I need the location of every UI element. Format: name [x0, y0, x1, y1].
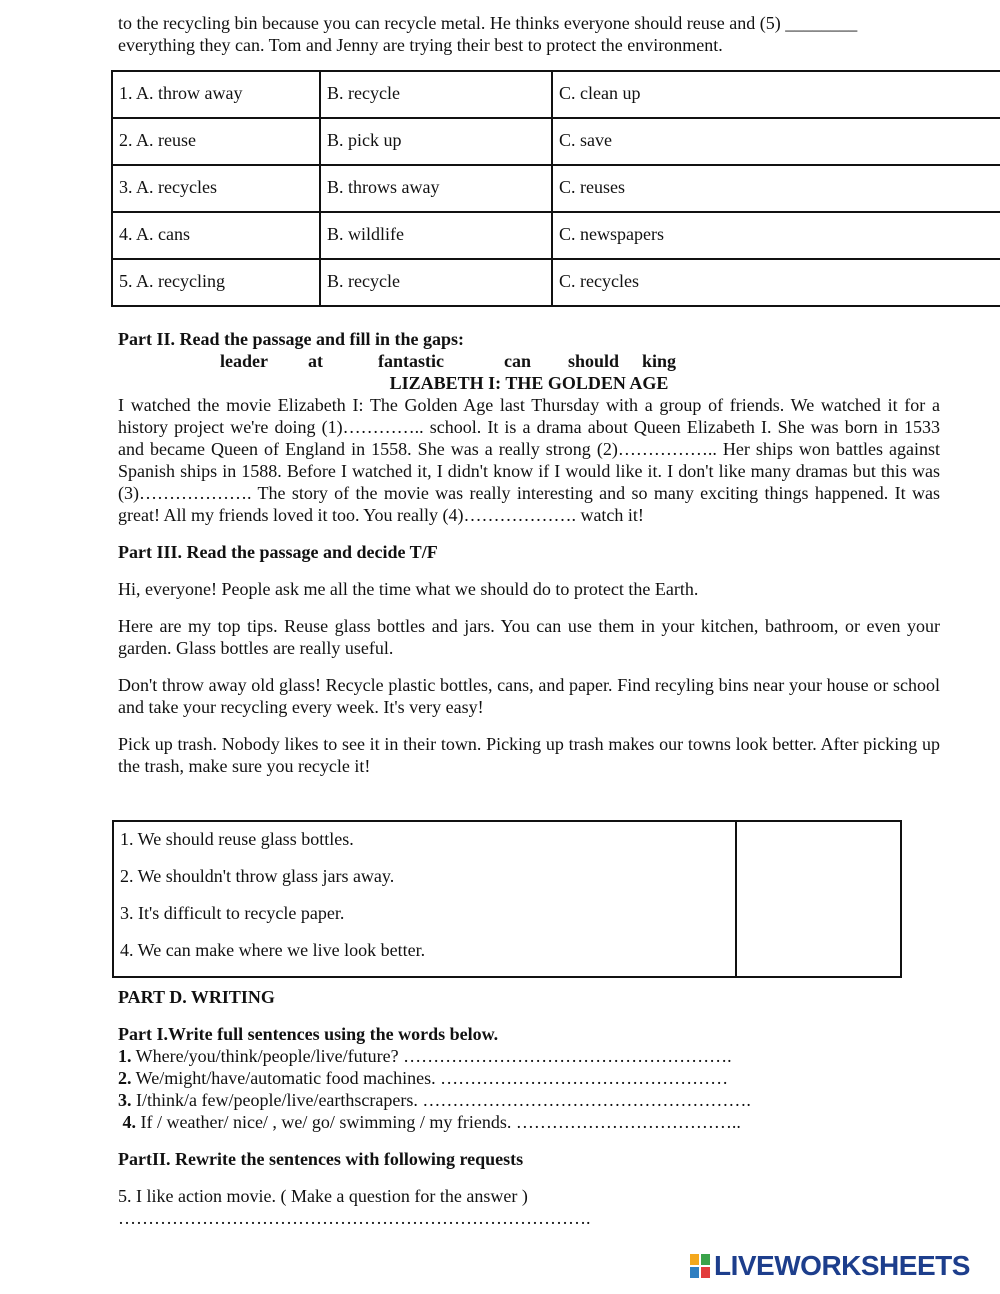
tf-statement: 3. It's difficult to recycle paper.	[120, 903, 345, 923]
word-bank	[220, 350, 940, 372]
word-bank-item: can	[504, 351, 531, 371]
option-c[interactable]: C. newspapers	[552, 212, 1000, 259]
table-row	[112, 71, 1000, 118]
part-2-heading: Part II. Read the passage and fill in the gaps:	[118, 329, 465, 349]
option-b[interactable]: B. throws away	[320, 165, 552, 212]
table-row	[112, 118, 1000, 165]
word-bank-item: leader	[220, 351, 268, 371]
writing-section	[118, 986, 940, 1229]
intro-text	[118, 12, 940, 56]
option-b[interactable]: B. recycle	[320, 259, 552, 306]
option-a[interactable]: 2. A. reuse	[112, 118, 320, 165]
statements-cell	[113, 821, 736, 977]
table-row	[112, 259, 1000, 306]
intro-line-1: to the recycling bin because you can recycle metal. He thinks everyone should reuse and (5) ________	[118, 13, 858, 33]
option-a[interactable]: 5. A. recycling	[112, 259, 320, 306]
option-c[interactable]: C. reuses	[552, 165, 1000, 212]
tf-statement: 2. We shouldn't throw glass jars away.	[120, 866, 395, 886]
sentence-number: 4.	[118, 1112, 136, 1132]
table-row	[112, 212, 1000, 259]
sentence-text: Where/you/think/people/live/future? ……………………………………………….	[131, 1046, 732, 1066]
rewrite-prompt: 5. I like action movie. ( Make a question for the answer )	[118, 1186, 528, 1206]
part-3-paragraph: Here are my top tips. Reuse glass bottles and jars. You can use them in your kitchen, bathroom, or even your garden. Glass bottles are really useful.	[118, 616, 940, 658]
tf-statement: 4. We can make where we live look better.	[120, 940, 426, 960]
sentence-item[interactable]	[118, 1111, 940, 1133]
passage-title: LIZABETH I: THE GOLDEN AGE	[389, 373, 669, 393]
answer-cell[interactable]	[736, 821, 901, 977]
option-c[interactable]: C. clean up	[552, 71, 1000, 118]
part-2-passage: I watched the movie Elizabeth I: The Golden Age last Thursday with a group of friends. We watched it for a history project we're doing (1)………….. school. It is a drama about Queen Elizabeth I. She was born in 1533 and became Queen of England in 1558. She was a really strong (2)…………….. Her ships won battles against Spanish ships in 1588. Before I watched it, I didn't know if I would like it. I don't like many dramas but this was (3)………………. The story of the movie was really interesting and so many exciting things happened. It was great! All my friends loved it too. You really (4)………………. watch it!	[118, 395, 940, 525]
option-a[interactable]: 4. A. cans	[112, 212, 320, 259]
logo-mark-icon	[690, 1254, 710, 1278]
true-false-table	[112, 820, 902, 978]
option-b[interactable]: B. pick up	[320, 118, 552, 165]
part-3-paragraph: Don't throw away old glass! Recycle plastic bottles, cans, and paper. Find recyling bins near your house or school and take your recycling every week. It's very easy!	[118, 675, 940, 717]
sentence-number: 3.	[118, 1090, 132, 1110]
table-row	[112, 165, 1000, 212]
option-a[interactable]: 3. A. recycles	[112, 165, 320, 212]
sentence-item[interactable]	[118, 1045, 940, 1067]
rewrite-answer-line[interactable]: …………………………………………………………………….	[118, 1208, 591, 1228]
part-2-section	[118, 328, 940, 777]
multiple-choice-table	[111, 70, 1000, 307]
word-bank-item: should	[568, 351, 620, 371]
part-2-writing-heading: PartII. Rewrite the sentences with following requests	[118, 1149, 524, 1169]
option-c[interactable]: C. save	[552, 118, 1000, 165]
part-3-paragraph: Pick up trash. Nobody likes to see it in their town. Picking up trash makes our towns look better. After picking up the trash, make sure you recycle it!	[118, 734, 940, 776]
sentence-text: I/think/a few/people/live/earthscrapers. ……………………………………………….	[131, 1090, 751, 1110]
sentence-item[interactable]	[118, 1089, 940, 1111]
part-1-heading: Part I.Write full sentences using the words below.	[118, 1024, 499, 1044]
logo-text: LIVEWORKSHEETS	[714, 1250, 970, 1281]
sentence-text: We/might/have/automatic food machines. …………………………………………	[131, 1068, 729, 1088]
sentence-number: 1.	[118, 1046, 132, 1066]
option-b[interactable]: B. recycle	[320, 71, 552, 118]
option-b[interactable]: B. wildlife	[320, 212, 552, 259]
tf-statement: 1. We should reuse glass bottles.	[120, 829, 354, 849]
word-bank-item: at	[308, 351, 323, 371]
sentence-text: If / weather/ nice/ , we/ go/ swimming / my friends. ………………………………..	[136, 1112, 741, 1132]
word-bank-item: king	[642, 351, 677, 371]
part-3-heading: Part III. Read the passage and decide T/F	[118, 542, 438, 562]
part-3-paragraph: Hi, everyone! People ask me all the time what we should do to protect the Earth.	[118, 579, 699, 599]
word-bank-item: fantastic	[378, 351, 444, 371]
option-a[interactable]: 1. A. throw away	[112, 71, 320, 118]
liveworksheets-logo	[690, 1250, 970, 1281]
sentence-item[interactable]	[118, 1067, 940, 1089]
sentence-number: 2.	[118, 1068, 132, 1088]
option-c[interactable]: C. recycles	[552, 259, 1000, 306]
intro-line-2: everything they can. Tom and Jenny are trying their best to protect the environment.	[118, 35, 723, 55]
part-d-heading: PART D. WRITING	[118, 987, 275, 1007]
